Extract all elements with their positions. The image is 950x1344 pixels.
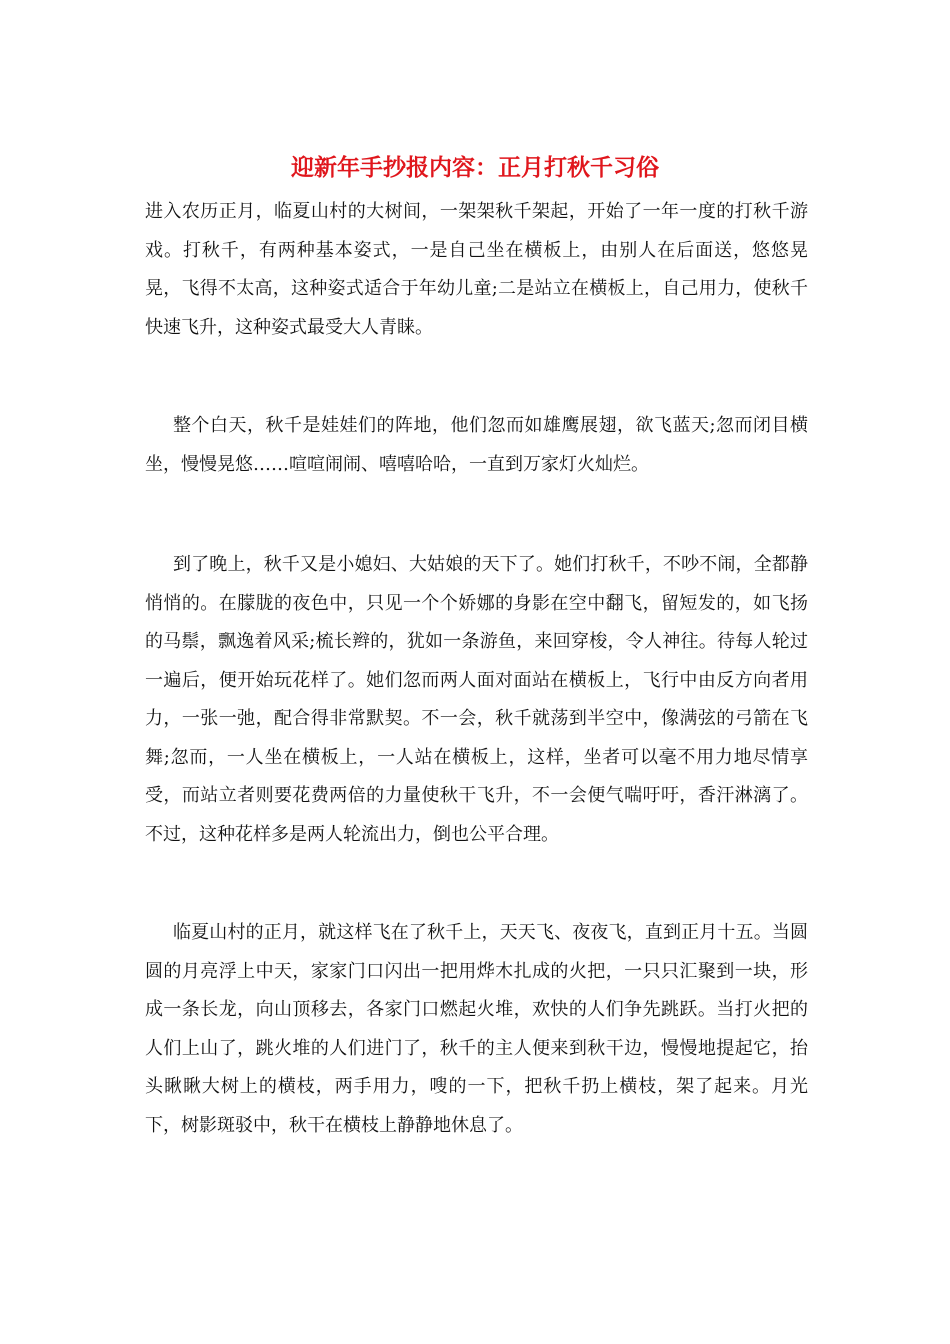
paragraph-4: 临夏山村的正月，就这样飞在了秋千上，天天飞、夜夜飞，直到正月十五。当圆圆的月亮浮上中天，家家门口闪出一把用烨木扎成的火把，一只只汇聚到一块，形成一条长龙，向山顶移去，各家门口燃起火堆，欢快的人们争先跳跃。当打火把的人们上山了，跳火堆的人们进门了，秋千的主人便来到秋干边，慢慢地提起它，抬头瞅瞅大树上的横枝，两手用力，嗖的一下，把秋千扔上横枝，架了起来。月光下，树影斑驳中，秋干在横枝上静静地休息了。 bbox=[145, 922, 808, 1136]
paragraph-2: 整个白天，秋千是娃娃们的阵地，他们忽而如雄鹰展翅，欲飞蓝天;忽而闭目横坐，慢慢晃悠……喧喧闹闹、嘻嘻哈哈，一直到万家灯火灿烂。 bbox=[145, 415, 808, 475]
paragraph-3: 到了晚上，秋千又是小媳妇、大姑娘的天下了。她们打秋千，不吵不闹，全都静悄悄的。在朦胧的夜色中，只见一个个娇娜的身影在空中翻飞，留短发的，如飞扬的马鬃，飘逸着风采;梳长辫的，犹如一条游鱼，来回穿梭，令人神往。待每人轮过一遍后，便开始玩花样了。她们忽而两人面对面站在横板上，飞行中由反方向者用力，一张一弛，配合得非常默契。不一会，秋千就荡到半空中，像满弦的弓箭在飞舞;忽而，一人坐在横板上，一人站在横板上，这样，坐者可以毫不用力地尽情享受，而站立者则要花费两倍的力量使秋干飞升，不一会便气喘吁吁，香汗淋漓了。不过，这种花样多是两人轮流出力，倒也公平合理。 bbox=[145, 554, 808, 845]
paragraph-1: 进入农历正月，临夏山村的大树间，一架架秋千架起，开始了一年一度的打秋千游戏。打秋千，有两种基本姿式，一是自己坐在横板上，由别人在后面送，悠悠晃晃，飞得不太高，这种姿式适合于年幼儿童;二是站立在横板上，自己用力，使秋千快速飞升，这种姿式最受大人青睐。 bbox=[145, 201, 808, 338]
document-title: 迎新年手抄报内容：正月打秋千习俗 bbox=[291, 154, 659, 181]
